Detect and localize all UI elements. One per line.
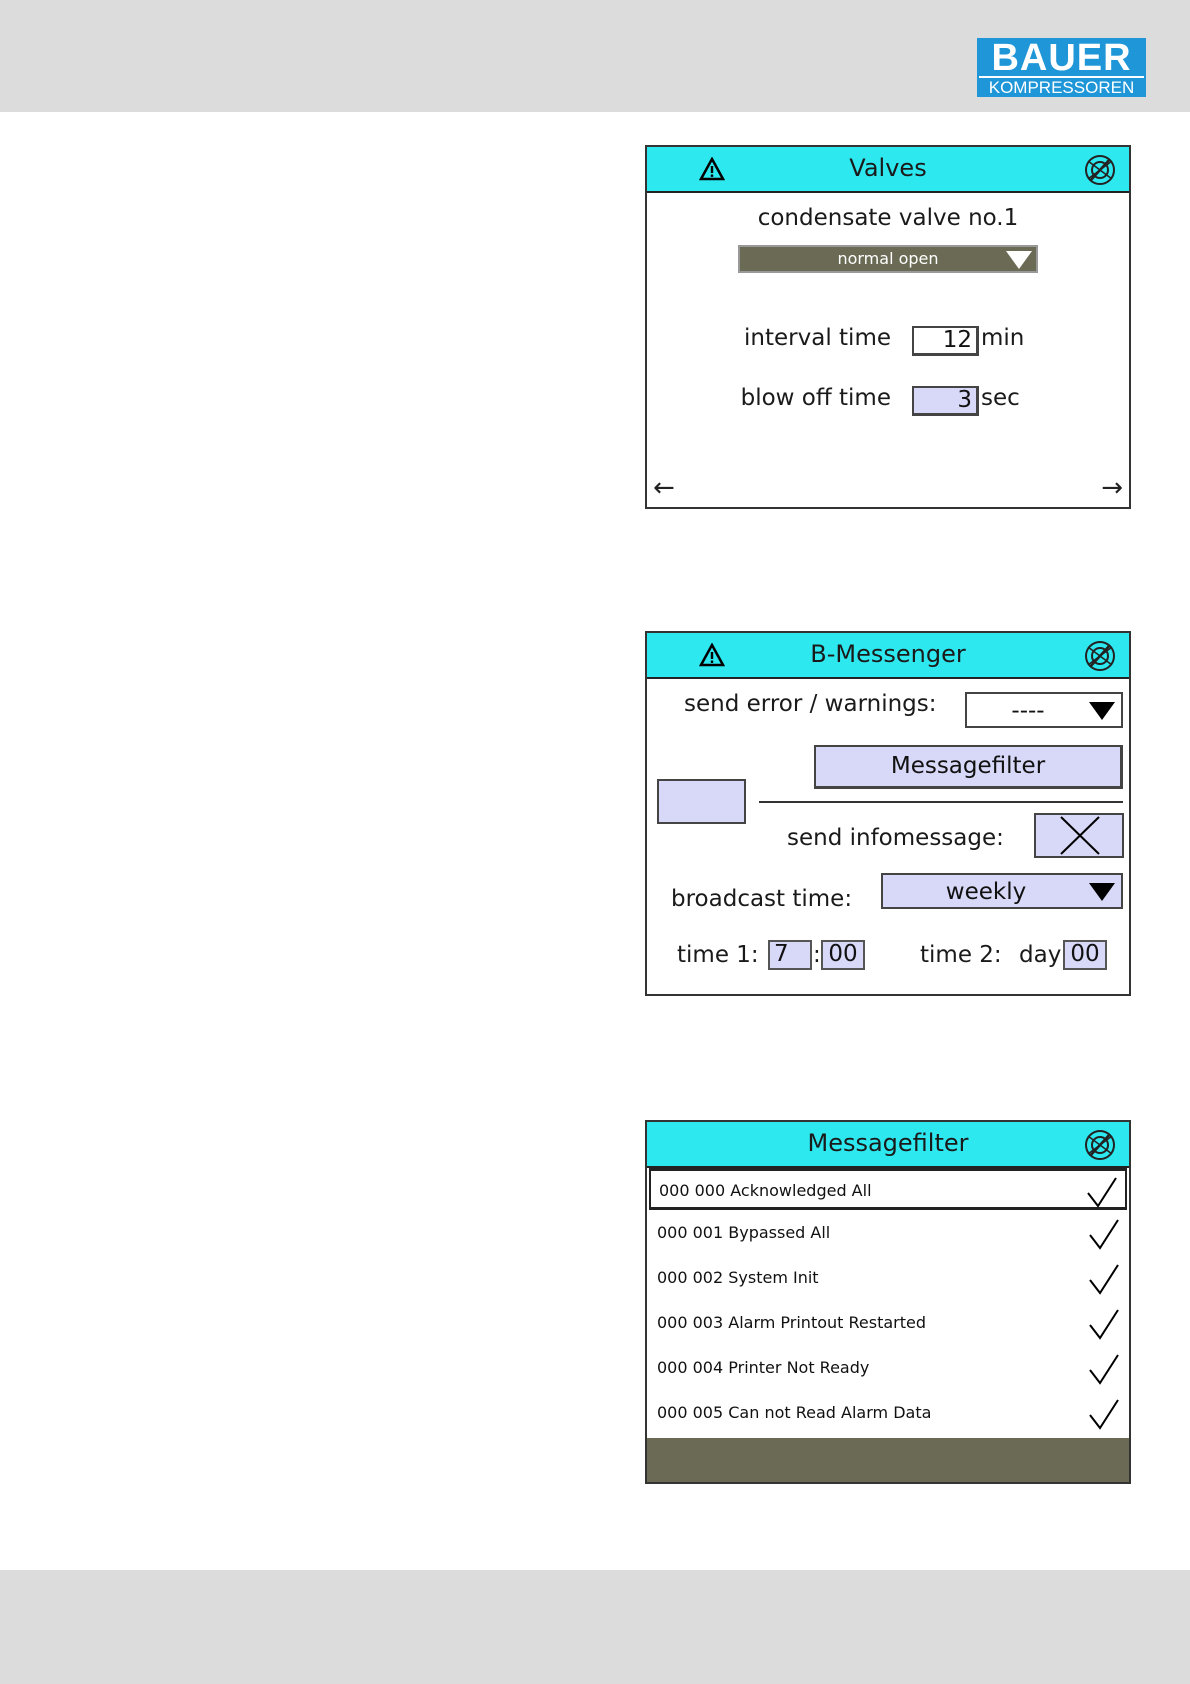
checkmark-icon[interactable] xyxy=(1085,1175,1119,1209)
valves-screen xyxy=(645,145,1131,509)
send-info-label: send infomessage: xyxy=(787,825,1004,851)
previous-arrow-icon[interactable]: ← xyxy=(653,473,675,503)
checkmark-icon[interactable] xyxy=(1087,1307,1121,1341)
interval-time-label: interval time xyxy=(744,325,891,351)
bauer-logo xyxy=(977,38,1146,97)
broadcast-time-value: weekly xyxy=(945,879,1027,905)
time1-hour-input[interactable]: 7 xyxy=(768,940,812,970)
b-messenger-title: B-Messenger xyxy=(810,640,966,668)
messagefilter-title: Messagefilter xyxy=(807,1129,969,1157)
dropdown-arrow-icon xyxy=(1089,883,1115,901)
time1-minute-input[interactable]: 00 xyxy=(821,940,865,970)
message-row[interactable] xyxy=(649,1213,1127,1255)
logo-subtitle: KOMPRESSOREN xyxy=(979,76,1144,97)
dropdown-arrow-icon xyxy=(1089,702,1115,720)
next-arrow-icon[interactable]: → xyxy=(1101,473,1123,503)
send-errors-label: send error / warnings: xyxy=(684,691,937,717)
no-operation-icon[interactable] xyxy=(1083,1128,1117,1162)
messagefilter-footer-bar xyxy=(647,1438,1129,1482)
blank-field[interactable] xyxy=(657,779,746,824)
messagefilter-title-bar xyxy=(647,1122,1129,1168)
messagefilter-screen xyxy=(645,1120,1131,1484)
interval-time-unit: min xyxy=(981,325,1025,351)
message-row-text: 000 001 Bypassed All xyxy=(657,1223,831,1242)
message-row[interactable] xyxy=(649,1258,1127,1300)
no-operation-icon[interactable] xyxy=(1083,639,1117,673)
blow-off-time-label: blow off time xyxy=(740,385,891,411)
valve-name: condensate valve no.1 xyxy=(757,205,1019,231)
divider xyxy=(759,801,1123,803)
valves-title: Valves xyxy=(849,154,927,182)
no-operation-icon[interactable] xyxy=(1083,153,1117,187)
message-row[interactable] xyxy=(649,1168,1127,1210)
checkmark-icon[interactable] xyxy=(1087,1262,1121,1296)
day-label: day xyxy=(1019,942,1062,968)
message-row[interactable] xyxy=(649,1303,1127,1345)
blow-off-time-unit: sec xyxy=(981,385,1020,411)
message-row[interactable] xyxy=(649,1348,1127,1390)
valve-mode-select[interactable] xyxy=(738,245,1038,273)
message-row-text: 000 005 Can not Read Alarm Data xyxy=(657,1403,932,1422)
broadcast-time-select[interactable] xyxy=(881,873,1123,909)
time1-label: time 1: xyxy=(677,942,759,968)
checkmark-icon[interactable] xyxy=(1087,1397,1121,1431)
logo-wordmark: BAUER xyxy=(991,37,1132,79)
checkmark-icon[interactable] xyxy=(1087,1352,1121,1386)
interval-time-input[interactable]: 12 xyxy=(912,326,979,356)
checkmark-icon[interactable] xyxy=(1087,1217,1121,1251)
page-footer-band xyxy=(0,1570,1190,1684)
message-row-text: 000 003 Alarm Printout Restarted xyxy=(657,1313,927,1332)
blow-off-time-input[interactable]: 3 xyxy=(912,386,979,416)
send-info-checkbox[interactable] xyxy=(1034,813,1124,858)
message-row-text: 000 002 System Init xyxy=(657,1268,819,1287)
message-row-text: 000 000 Acknowledged All xyxy=(659,1181,872,1200)
day-input[interactable]: 00 xyxy=(1063,940,1107,970)
b-messenger-title-bar xyxy=(647,633,1129,679)
broadcast-time-label: broadcast time: xyxy=(671,886,853,912)
time2-label: time 2: xyxy=(920,942,1002,968)
valve-mode-value: normal open xyxy=(837,249,939,268)
cross-mark-icon xyxy=(1036,815,1122,856)
send-errors-value: ---- xyxy=(1011,698,1045,724)
time1-separator: : xyxy=(813,942,821,968)
dropdown-arrow-icon xyxy=(1006,251,1032,269)
message-row[interactable] xyxy=(649,1393,1127,1435)
message-row-text: 000 004 Printer Not Ready xyxy=(657,1358,870,1377)
b-messenger-screen xyxy=(645,631,1131,996)
send-errors-select[interactable] xyxy=(965,692,1123,728)
page-header-band xyxy=(0,0,1190,112)
messagefilter-button[interactable]: Messagefilter xyxy=(814,745,1123,789)
valves-title-bar xyxy=(647,147,1129,193)
